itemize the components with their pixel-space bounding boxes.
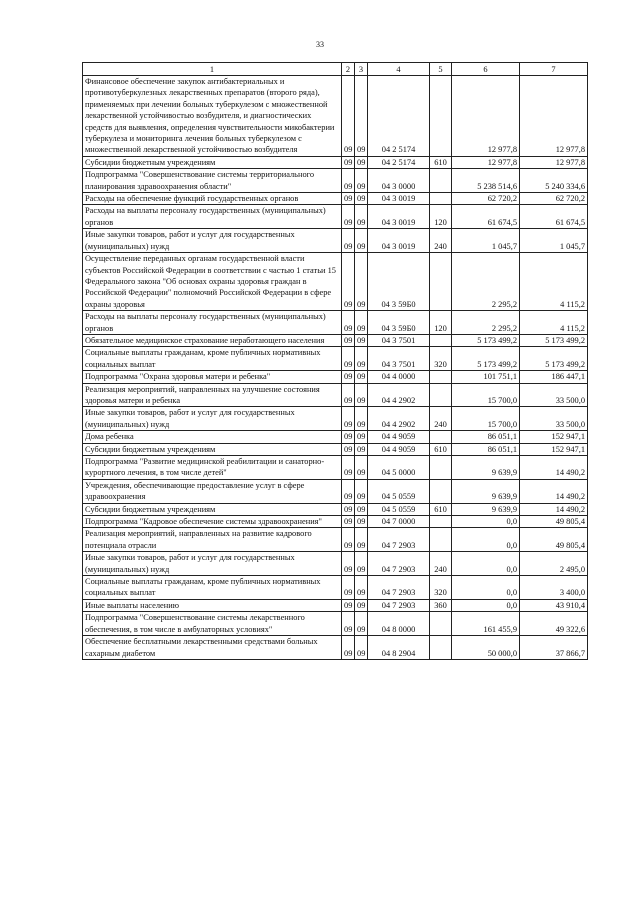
table-row <box>83 552 588 576</box>
row-description: Субсидии бюджетным учреждениям <box>83 503 342 515</box>
amount-year-1: 101 751,1 <box>452 371 520 383</box>
expense-type-code: 120 <box>430 205 452 229</box>
section-code: 09 <box>342 612 355 636</box>
section-code: 09 <box>342 636 355 660</box>
expense-type-code: 320 <box>430 576 452 600</box>
table-row <box>83 383 588 407</box>
table-row <box>83 407 588 431</box>
expense-type-code <box>430 636 452 660</box>
expense-type-code: 240 <box>430 229 452 253</box>
column-header: 1 <box>83 63 342 76</box>
amount-year-1: 61 674,5 <box>452 205 520 229</box>
subsection-code: 09 <box>355 516 368 528</box>
target-article-code: 04 7 2903 <box>368 576 430 600</box>
amount-year-2: 152 947,1 <box>520 431 588 443</box>
row-description: Осуществление переданных органам государственной власти субъектов Российской Федерации в соответствии с частью 1 статьи 15 Федерального закона "Об основах охраны здоровья граждан в Российской Федерации" полномочий Российской Федерации в сфере охраны здоровья <box>83 253 342 311</box>
target-article-code: 04 8 2904 <box>368 636 430 660</box>
expense-type-code <box>430 169 452 193</box>
expense-type-code <box>430 383 452 407</box>
target-article-code: 04 4 2902 <box>368 383 430 407</box>
row-description: Иные выплаты населению <box>83 599 342 611</box>
amount-year-1: 5 173 499,2 <box>452 334 520 346</box>
target-article-code: 04 2 5174 <box>368 76 430 157</box>
section-code: 09 <box>342 576 355 600</box>
amount-year-2: 152 947,1 <box>520 443 588 455</box>
amount-year-2: 49 805,4 <box>520 516 588 528</box>
section-code: 09 <box>342 599 355 611</box>
amount-year-2: 61 674,5 <box>520 205 588 229</box>
row-description: Социальные выплаты гражданам, кроме публичных нормативных социальных выплат <box>83 347 342 371</box>
section-code: 09 <box>342 552 355 576</box>
target-article-code: 04 5 0559 <box>368 503 430 515</box>
page-number: 33 <box>316 40 324 49</box>
table-row <box>83 193 588 205</box>
row-description: Реализация мероприятий, направленных на улучшение состояния здоровья матери и ребенка <box>83 383 342 407</box>
subsection-code: 09 <box>355 253 368 311</box>
row-description: Субсидии бюджетным учреждениям <box>83 443 342 455</box>
amount-year-2: 37 866,7 <box>520 636 588 660</box>
section-code: 09 <box>342 479 355 503</box>
section-code: 09 <box>342 371 355 383</box>
row-description: Подпрограмма "Охрана здоровья матери и ребенка" <box>83 371 342 383</box>
amount-year-2: 4 115,2 <box>520 311 588 335</box>
section-code: 09 <box>342 334 355 346</box>
table-row <box>83 253 588 311</box>
section-code: 09 <box>342 205 355 229</box>
target-article-code: 04 5 0559 <box>368 479 430 503</box>
amount-year-2: 2 495,0 <box>520 552 588 576</box>
amount-year-1: 0,0 <box>452 516 520 528</box>
subsection-code: 09 <box>355 443 368 455</box>
target-article-code: 04 3 0019 <box>368 205 430 229</box>
target-article-code: 04 7 2903 <box>368 599 430 611</box>
expense-type-code: 240 <box>430 552 452 576</box>
amount-year-2: 49 805,4 <box>520 528 588 552</box>
row-description: Подпрограмма "Совершенствование системы лекарственного обеспечения, в том числе в амбулаторных условиях" <box>83 612 342 636</box>
target-article-code: 04 3 0019 <box>368 193 430 205</box>
expense-type-code: 320 <box>430 347 452 371</box>
expense-type-code: 610 <box>430 443 452 455</box>
row-description: Подпрограмма "Совершенствование системы территориального планирования здравоохранения области" <box>83 169 342 193</box>
expense-type-code: 610 <box>430 503 452 515</box>
amount-year-1: 1 045,7 <box>452 229 520 253</box>
amount-year-1: 5 238 514,6 <box>452 169 520 193</box>
table-row <box>83 443 588 455</box>
subsection-code: 09 <box>355 205 368 229</box>
subsection-code: 09 <box>355 229 368 253</box>
section-code: 09 <box>342 156 355 168</box>
amount-year-1: 0,0 <box>452 528 520 552</box>
subsection-code: 09 <box>355 456 368 480</box>
amount-year-2: 1 045,7 <box>520 229 588 253</box>
expense-type-code <box>430 528 452 552</box>
section-code: 09 <box>342 443 355 455</box>
row-description: Обеспечение бесплатными лекарственными средствами больных сахарным диабетом <box>83 636 342 660</box>
row-description: Обязательное медицинское страхование неработающего населения <box>83 334 342 346</box>
table-row <box>83 205 588 229</box>
column-header: 6 <box>452 63 520 76</box>
amount-year-1: 0,0 <box>452 576 520 600</box>
amount-year-2: 186 447,1 <box>520 371 588 383</box>
section-code: 09 <box>342 431 355 443</box>
table-row <box>83 169 588 193</box>
table-header-row <box>83 63 588 76</box>
expense-type-code <box>430 516 452 528</box>
target-article-code: 04 7 2903 <box>368 528 430 552</box>
table-row <box>83 576 588 600</box>
table-row <box>83 516 588 528</box>
target-article-code: 04 7 2903 <box>368 552 430 576</box>
table-row <box>83 334 588 346</box>
section-code: 09 <box>342 528 355 552</box>
section-code: 09 <box>342 516 355 528</box>
subsection-code: 09 <box>355 599 368 611</box>
column-header: 5 <box>430 63 452 76</box>
table-row <box>83 479 588 503</box>
amount-year-2: 49 322,6 <box>520 612 588 636</box>
section-code: 09 <box>342 253 355 311</box>
amount-year-2: 5 173 499,2 <box>520 347 588 371</box>
amount-year-1: 0,0 <box>452 552 520 576</box>
expense-type-code <box>430 612 452 636</box>
amount-year-1: 161 455,9 <box>452 612 520 636</box>
target-article-code: 04 4 9059 <box>368 443 430 455</box>
expense-type-code <box>430 431 452 443</box>
amount-year-1: 0,0 <box>452 599 520 611</box>
expense-type-code <box>430 253 452 311</box>
subsection-code: 09 <box>355 612 368 636</box>
table-row <box>83 612 588 636</box>
amount-year-2: 14 490,2 <box>520 479 588 503</box>
section-code: 09 <box>342 193 355 205</box>
subsection-code: 09 <box>355 552 368 576</box>
expense-type-code <box>430 193 452 205</box>
table-row <box>83 431 588 443</box>
subsection-code: 09 <box>355 334 368 346</box>
section-code: 09 <box>342 169 355 193</box>
subsection-code: 09 <box>355 169 368 193</box>
section-code: 09 <box>342 407 355 431</box>
target-article-code: 04 4 9059 <box>368 431 430 443</box>
target-article-code: 04 8 0000 <box>368 612 430 636</box>
amount-year-1: 12 977,8 <box>452 156 520 168</box>
target-article-code: 04 5 0000 <box>368 456 430 480</box>
amount-year-2: 12 977,8 <box>520 76 588 157</box>
amount-year-1: 12 977,8 <box>452 76 520 157</box>
amount-year-2: 14 490,2 <box>520 503 588 515</box>
expense-type-code: 240 <box>430 407 452 431</box>
amount-year-1: 5 173 499,2 <box>452 347 520 371</box>
column-header: 4 <box>368 63 430 76</box>
subsection-code: 09 <box>355 193 368 205</box>
row-description: Финансовое обеспечение закупок антибактериальных и противотуберкулезных лекарственных препаратов (второго ряда), применяемых при лечении больных туберкулезом с множественной лекарственной устойчивостью возбудителя, и диагностических средств для выявления, определения чувствительности микобактерии туберкулеза и мониторинга лечения больных туберкулезом с множественной лекарственной устойчивостью возбудителя <box>83 76 342 157</box>
amount-year-1: 15 700,0 <box>452 383 520 407</box>
table-row <box>83 456 588 480</box>
target-article-code: 04 3 0000 <box>368 169 430 193</box>
row-description: Реализация мероприятий, направленных на развитие кадрового потенциала отрасли <box>83 528 342 552</box>
table-row <box>83 229 588 253</box>
subsection-code: 09 <box>355 76 368 157</box>
section-code: 09 <box>342 383 355 407</box>
target-article-code: 04 7 0000 <box>368 516 430 528</box>
subsection-code: 09 <box>355 407 368 431</box>
table-row <box>83 636 588 660</box>
row-description: Расходы на выплаты персоналу государственных (муниципальных) органов <box>83 311 342 335</box>
amount-year-2: 33 500,0 <box>520 383 588 407</box>
row-description: Расходы на обеспечение функций государственных органов <box>83 193 342 205</box>
expense-type-code: 610 <box>430 156 452 168</box>
table-row <box>83 76 588 157</box>
target-article-code: 04 3 7501 <box>368 334 430 346</box>
amount-year-1: 62 720,2 <box>452 193 520 205</box>
section-code: 09 <box>342 347 355 371</box>
target-article-code: 04 3 7501 <box>368 347 430 371</box>
row-description: Учреждения, обеспечивающие предоставление услуг в сфере здравоохранения <box>83 479 342 503</box>
subsection-code: 09 <box>355 347 368 371</box>
row-description: Дома ребенка <box>83 431 342 443</box>
row-description: Социальные выплаты гражданам, кроме публичных нормативных социальных выплат <box>83 576 342 600</box>
amount-year-2: 62 720,2 <box>520 193 588 205</box>
row-description: Расходы на выплаты персоналу государственных (муниципальных) органов <box>83 205 342 229</box>
subsection-code: 09 <box>355 311 368 335</box>
expense-type-code <box>430 371 452 383</box>
amount-year-2: 3 400,0 <box>520 576 588 600</box>
column-header: 2 <box>342 63 355 76</box>
target-article-code: 04 3 0019 <box>368 229 430 253</box>
section-code: 09 <box>342 503 355 515</box>
amount-year-2: 33 500,0 <box>520 407 588 431</box>
table-row <box>83 311 588 335</box>
amount-year-2: 4 115,2 <box>520 253 588 311</box>
target-article-code: 04 3 59Б0 <box>368 311 430 335</box>
expense-type-code: 120 <box>430 311 452 335</box>
amount-year-1: 9 639,9 <box>452 456 520 480</box>
amount-year-1: 50 000,0 <box>452 636 520 660</box>
amount-year-2: 5 173 499,2 <box>520 334 588 346</box>
target-article-code: 04 2 5174 <box>368 156 430 168</box>
row-description: Иные закупки товаров, работ и услуг для государственных (муниципальных) нужд <box>83 552 342 576</box>
table-body <box>83 76 588 660</box>
amount-year-1: 9 639,9 <box>452 503 520 515</box>
expense-type-code <box>430 76 452 157</box>
amount-year-1: 86 051,1 <box>452 443 520 455</box>
budget-table <box>82 62 588 660</box>
subsection-code: 09 <box>355 528 368 552</box>
column-header: 3 <box>355 63 368 76</box>
table-row <box>83 347 588 371</box>
target-article-code: 04 3 59Б0 <box>368 253 430 311</box>
section-code: 09 <box>342 456 355 480</box>
subsection-code: 09 <box>355 503 368 515</box>
amount-year-2: 14 490,2 <box>520 456 588 480</box>
table-row <box>83 156 588 168</box>
row-description: Иные закупки товаров, работ и услуг для государственных (муниципальных) нужд <box>83 229 342 253</box>
subsection-code: 09 <box>355 371 368 383</box>
table-row <box>83 371 588 383</box>
table-row <box>83 503 588 515</box>
amount-year-1: 2 295,2 <box>452 311 520 335</box>
expense-type-code <box>430 334 452 346</box>
row-description: Иные закупки товаров, работ и услуг для государственных (муниципальных) нужд <box>83 407 342 431</box>
subsection-code: 09 <box>355 636 368 660</box>
subsection-code: 09 <box>355 576 368 600</box>
amount-year-2: 5 240 334,6 <box>520 169 588 193</box>
column-header: 7 <box>520 63 588 76</box>
expense-type-code <box>430 456 452 480</box>
expense-type-code <box>430 479 452 503</box>
table-row <box>83 599 588 611</box>
target-article-code: 04 4 2902 <box>368 407 430 431</box>
amount-year-1: 15 700,0 <box>452 407 520 431</box>
subsection-code: 09 <box>355 479 368 503</box>
amount-year-1: 86 051,1 <box>452 431 520 443</box>
section-code: 09 <box>342 76 355 157</box>
row-description: Подпрограмма "Развитие медицинской реабилитации и санаторно-курортного лечения, в том числе детей" <box>83 456 342 480</box>
section-code: 09 <box>342 311 355 335</box>
subsection-code: 09 <box>355 156 368 168</box>
table-row <box>83 528 588 552</box>
subsection-code: 09 <box>355 383 368 407</box>
row-description: Субсидии бюджетным учреждениям <box>83 156 342 168</box>
expense-type-code: 360 <box>430 599 452 611</box>
amount-year-2: 43 910,4 <box>520 599 588 611</box>
target-article-code: 04 4 0000 <box>368 371 430 383</box>
subsection-code: 09 <box>355 431 368 443</box>
section-code: 09 <box>342 229 355 253</box>
amount-year-1: 2 295,2 <box>452 253 520 311</box>
row-description: Подпрограмма "Кадровое обеспечение системы здравоохранения" <box>83 516 342 528</box>
amount-year-1: 9 639,9 <box>452 479 520 503</box>
amount-year-2: 12 977,8 <box>520 156 588 168</box>
